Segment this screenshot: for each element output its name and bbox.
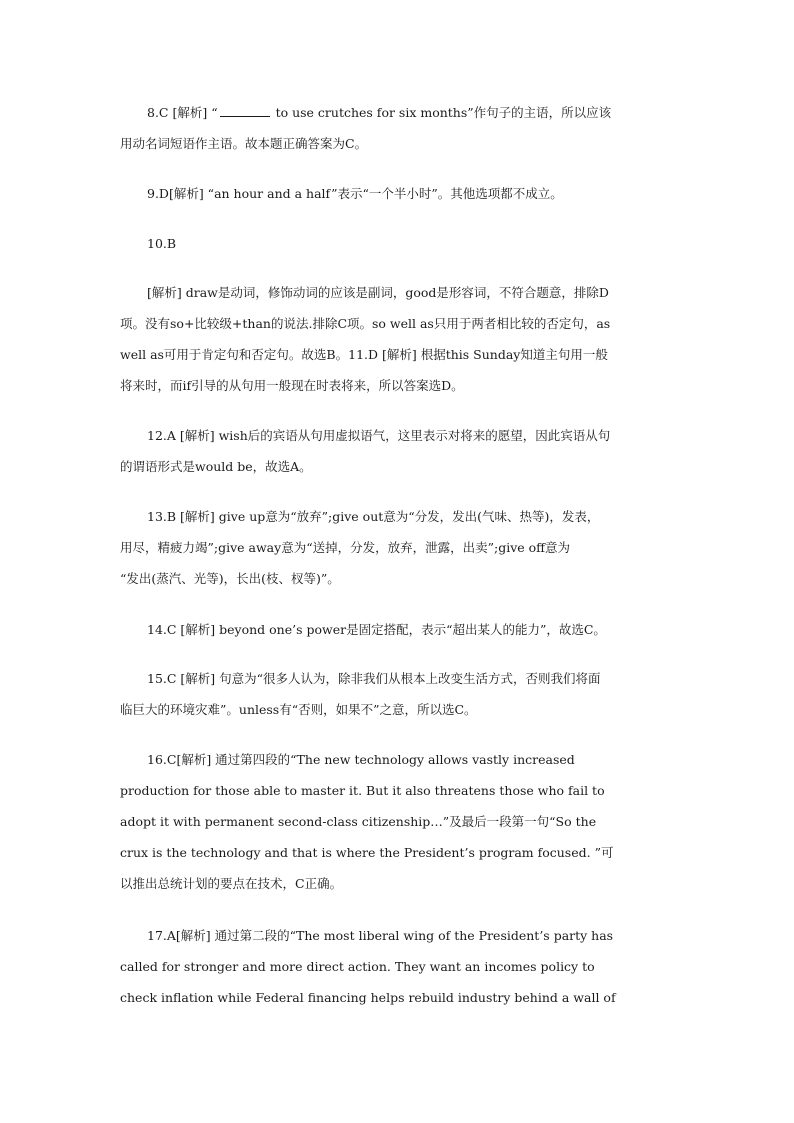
answer-8-line-2: 用动名词短语作主语。故本题正确答案为C。: [120, 136, 368, 151]
answer-13: [120, 501, 680, 594]
answer-15: [120, 663, 680, 725]
fill-in-blank: [220, 102, 270, 117]
answer-10-header: [120, 228, 680, 259]
answer-15-line-2: 临巨大的环境灾难”。unless有“否则，如果不”之意，所以选C。: [120, 702, 477, 717]
answer-17-line-2: called for stronger and more direct action. They want an incomes policy to: [120, 959, 595, 974]
answer-10-expl-line-4: 将来时，而if引导的从句用一般现在时表将来，所以答案选D。: [120, 378, 464, 393]
answer-14-line-1: 14.C [解析] beyond one’s power是固定搭配，表示“超出某人的能力”，故选C。: [147, 622, 606, 637]
answer-16: [120, 744, 680, 899]
answer-10-expl-line-2: 项。没有so+比较级+than的说法.排除C项。so well as只用于两者相比较的否定句，as: [120, 316, 611, 331]
answer-9: [120, 178, 680, 209]
answer-16-line-1: 16.C[解析] 通过第四段的“The new technology allows vastly increased: [147, 752, 575, 767]
answer-12: [120, 420, 680, 482]
answer-13-line-1: 13.B [解析] give up意为“放弃”;give out意为“分发，发出(气味、热等)，发表，: [147, 509, 600, 524]
answer-10-line-1: 10.B: [147, 236, 177, 251]
answer-8: [120, 97, 680, 159]
answer-13-line-2: 用尽，精疲力竭”;give away意为“送掉，分发，放弃，泄露，出卖”;give off意为: [120, 540, 571, 555]
answer-10-expl-line-3: well as可用于肯定句和否定句。故选B。11.D [解析] 根据this Sunday知道主句用一般: [120, 347, 608, 362]
answer-15-line-1: 15.C [解析] 句意为“很多人认为，除非我们从根本上改变生活方式，否则我们将面: [147, 671, 601, 686]
answer-17: [120, 920, 680, 1013]
answer-10-expl-line-1: [解析] draw是动词，修饰动词的应该是副词，good是形容词，不符合题意，排除D: [147, 285, 609, 300]
answer-16-line-5: 以推出总统计划的要点在技术，C正确。: [120, 876, 343, 891]
answer-13-line-3: “发出(蒸汽、光等)，长出(枝、杈等)”。: [120, 571, 340, 586]
answer-17-line-1: 17.A[解析] 通过第二段的“The most liberal wing of the President’s party has: [147, 928, 614, 943]
answer-17-line-3: check inflation while Federal financing helps rebuild industry behind a wall of: [120, 990, 616, 1005]
answer-9-line-1: 9.D[解析] “an hour and a half”表示“一个半小时”。其他选项都不成立。: [147, 186, 563, 201]
answer-8-line-1: [120, 97, 680, 128]
answer-10-explanation: [120, 277, 680, 401]
answer-12-line-2: 的谓语形式是would be，故选A。: [120, 459, 312, 474]
answer-14: [120, 614, 680, 645]
answer-8-line-1-suffix: to use crutches for six months”作句子的主语，所以应该: [271, 105, 612, 120]
answer-16-line-3: adopt it with permanent second-class citizenship…”及最后一段第一句“So the: [120, 814, 597, 829]
answer-16-line-2: production for those able to master it. But it also threatens those who fail to: [120, 783, 605, 798]
answer-16-line-4: crux is the technology and that is where the President’s program focused. ”可: [120, 845, 614, 860]
answer-12-line-1: 12.A [解析] wish后的宾语从句用虚拟语气，这里表示对将来的愿望，因此宾语从句: [147, 428, 611, 443]
answer-8-line-1-prefix: 8.C [解析] “: [147, 105, 218, 120]
